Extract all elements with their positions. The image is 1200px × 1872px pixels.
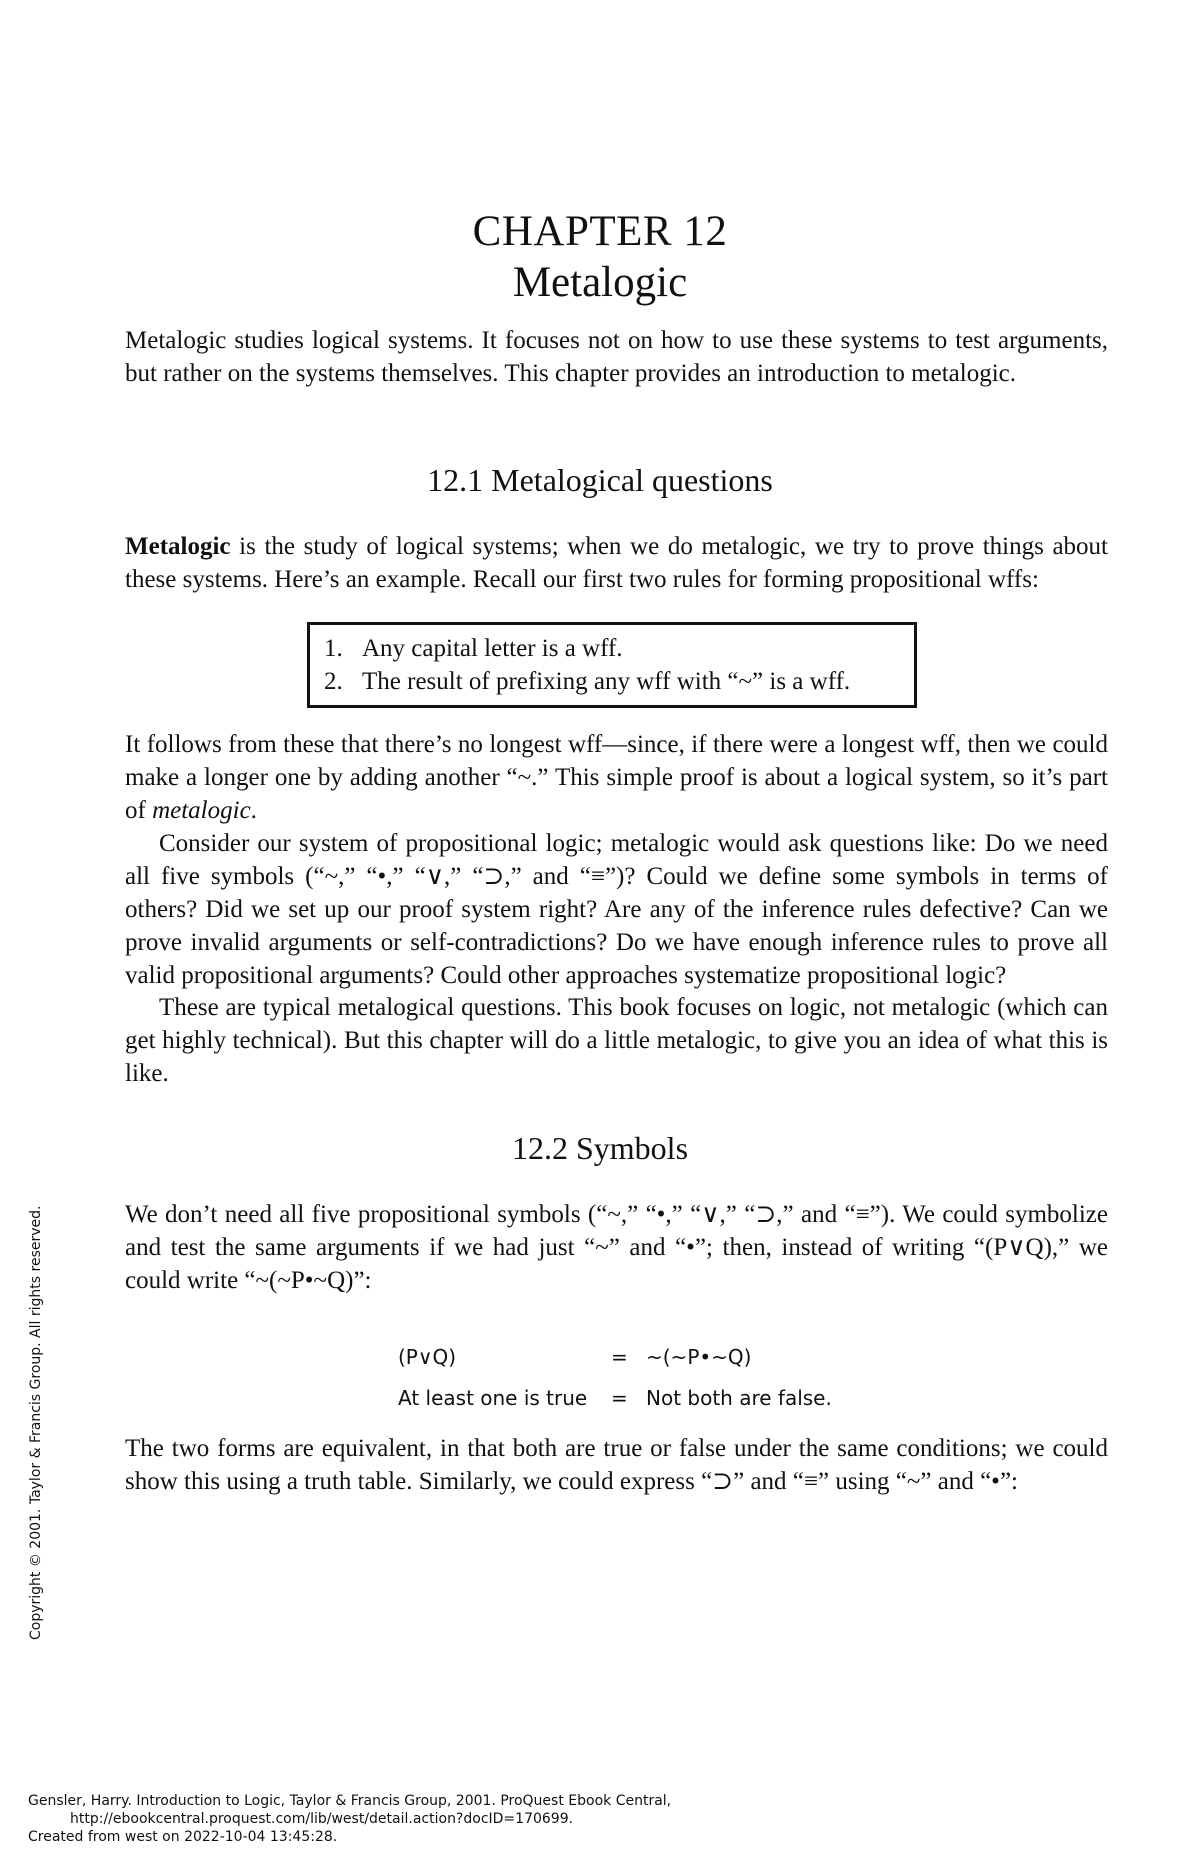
intro-paragraph: Metalogic studies logical systems. It focuses not on how to use these systems to test arguments, but rather on the systems themselves. This chapter provides an introduction to metalogic.	[125, 327, 1108, 387]
rule-text: The result of prefixing any wff with “~” is a wff.	[362, 668, 851, 695]
copyright-notice: Copyright © 2001. Taylor & Francis Group. All rights reserved.	[28, 1205, 44, 1640]
term-metalogic: Metalogic	[125, 533, 231, 560]
section1-paragraph-3: Consider our system of propositional logic; metalogic would ask questions like: Do we need all five symbols (“~,” “•,” “∨,” “⊃,” and “≡”)? Could we define some symbols in terms of others? Did we set up our proof system right? Are any of the inference rules defective? Can we prove invalid arguments or self-contradictions? Do we have enough inference rules to prove all valid propositional arguments? Could other approaches systematize propositional logic?	[125, 830, 1108, 989]
section2-paragraph-1: We don’t need all five propositional symbols (“~,” “•,” “∨,” “⊃,” and “≡”). We could symbolize and test the same arguments if we had just “~” and “•”; then, instead of writing “(P∨Q),” we could write “~(~P•~Q)”:	[125, 1201, 1108, 1294]
section1-paragraph-4: These are typical metalogical questions. This book focuses on logic, not metalogic (which can get highly technical). But this chapter will do a little metalogic, to give you an idea of what this is like.	[125, 994, 1108, 1087]
equivalence-row	[398, 1336, 896, 1377]
equivalence-table	[398, 1336, 896, 1418]
section2-paragraph-2: The two forms are equivalent, in that both are true or false under the same conditions; we could show this using a truth table. Similarly, we could express “⊃” and “≡” using “~” and “•”:	[125, 1435, 1108, 1495]
rule-item	[324, 632, 900, 665]
equivalence-right: ~(~P•~Q)	[646, 1344, 752, 1369]
section1-paragraph-2-text: It follows from these that there’s no longest wff—since, if there were a longest wff, then we could make a longer one by adding another “~.” This simple proof is about a logical system, so it’s part of	[125, 731, 1108, 824]
wff-rules-box	[307, 622, 917, 708]
rule-item	[324, 665, 900, 698]
rule-text: Any capital letter is a wff.	[362, 635, 623, 662]
rule-number: 2.	[324, 668, 343, 695]
section1-paragraph-1-text: is the study of logical systems; when we do metalogic, we try to prove things about these systems. Here’s an example. Recall our first two rules for forming propositional wffs:	[125, 533, 1108, 593]
equivalence-left: (P∨Q)	[398, 1344, 457, 1369]
section-heading-12-1: 12.1 Metalogical questions	[427, 462, 773, 498]
rule-number: 1.	[324, 635, 343, 662]
section1-paragraph-2	[125, 728, 1108, 827]
section1-paragraph-2-end: .	[250, 797, 257, 824]
citation-link[interactable]: http://ebookcentral.proquest.com/lib/west/detail.action?docID=170699.	[70, 1811, 574, 1827]
chapter-label: CHAPTER 12	[472, 208, 728, 255]
italic-metalogic: metalogic	[152, 797, 251, 824]
equivalence-left: At least one is true	[398, 1385, 588, 1410]
chapter-title: Metalogic	[512, 259, 688, 306]
created-timestamp: Created from west on 2022-10-04 13:45:28.	[28, 1829, 338, 1845]
equivalence-row	[398, 1377, 896, 1418]
equivalence-sign: =	[611, 1385, 628, 1410]
section1-paragraph-1	[125, 530, 1108, 596]
equivalence-right: Not both are false.	[646, 1385, 832, 1410]
citation-line: Gensler, Harry. Introduction to Logic, Taylor & Francis Group, 2001. ProQuest Ebook Central,	[28, 1793, 672, 1809]
equivalence-sign: =	[611, 1344, 628, 1369]
section-heading-12-2: 12.2 Symbols	[511, 1130, 689, 1166]
